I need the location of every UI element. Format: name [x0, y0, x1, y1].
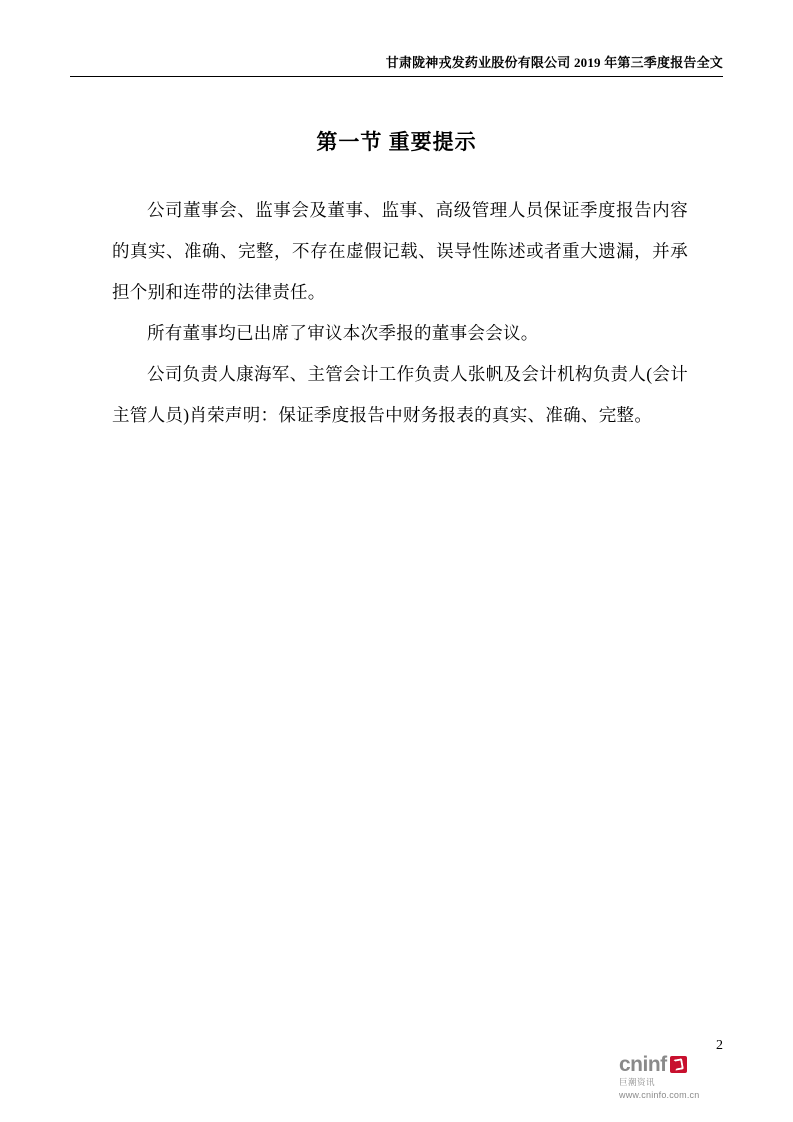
running-header: 甘肃陇神戎发药业股份有限公司 2019 年第三季度报告全文 — [385, 55, 723, 70]
page-number: 2 — [716, 1038, 723, 1053]
header-divider — [70, 76, 723, 77]
cninfo-logo — [619, 1054, 739, 1100]
paragraph-1: 公司董事会、监事会及董事、监事、高级管理人员保证季度报告内容的真实、准确、完整，不存在虚假记载、误导性陈述或者重大遗漏，并承担个别和连带的法律责任。 — [112, 200, 688, 302]
document-body — [112, 190, 688, 436]
logo-mark-icon — [670, 1056, 687, 1073]
logo-subtitle: 巨潮资讯 — [619, 1077, 656, 1087]
logo-text: cninf — [619, 1053, 667, 1076]
paragraph-3: 公司负责人康海军、主管会计工作负责人张帆及会计机构负责人(会计主管人员)肖荣声明：保证季度报告中财务报表的真实、准确、完整。 — [112, 364, 688, 425]
paragraph-2: 所有董事均已出席了审议本次季报的董事会会议。 — [147, 323, 539, 343]
logo-wordmark — [619, 1054, 739, 1075]
page-title: 第一节 重要提示 — [316, 130, 477, 154]
logo-url: www.cninfo.com.cn — [619, 1090, 700, 1100]
